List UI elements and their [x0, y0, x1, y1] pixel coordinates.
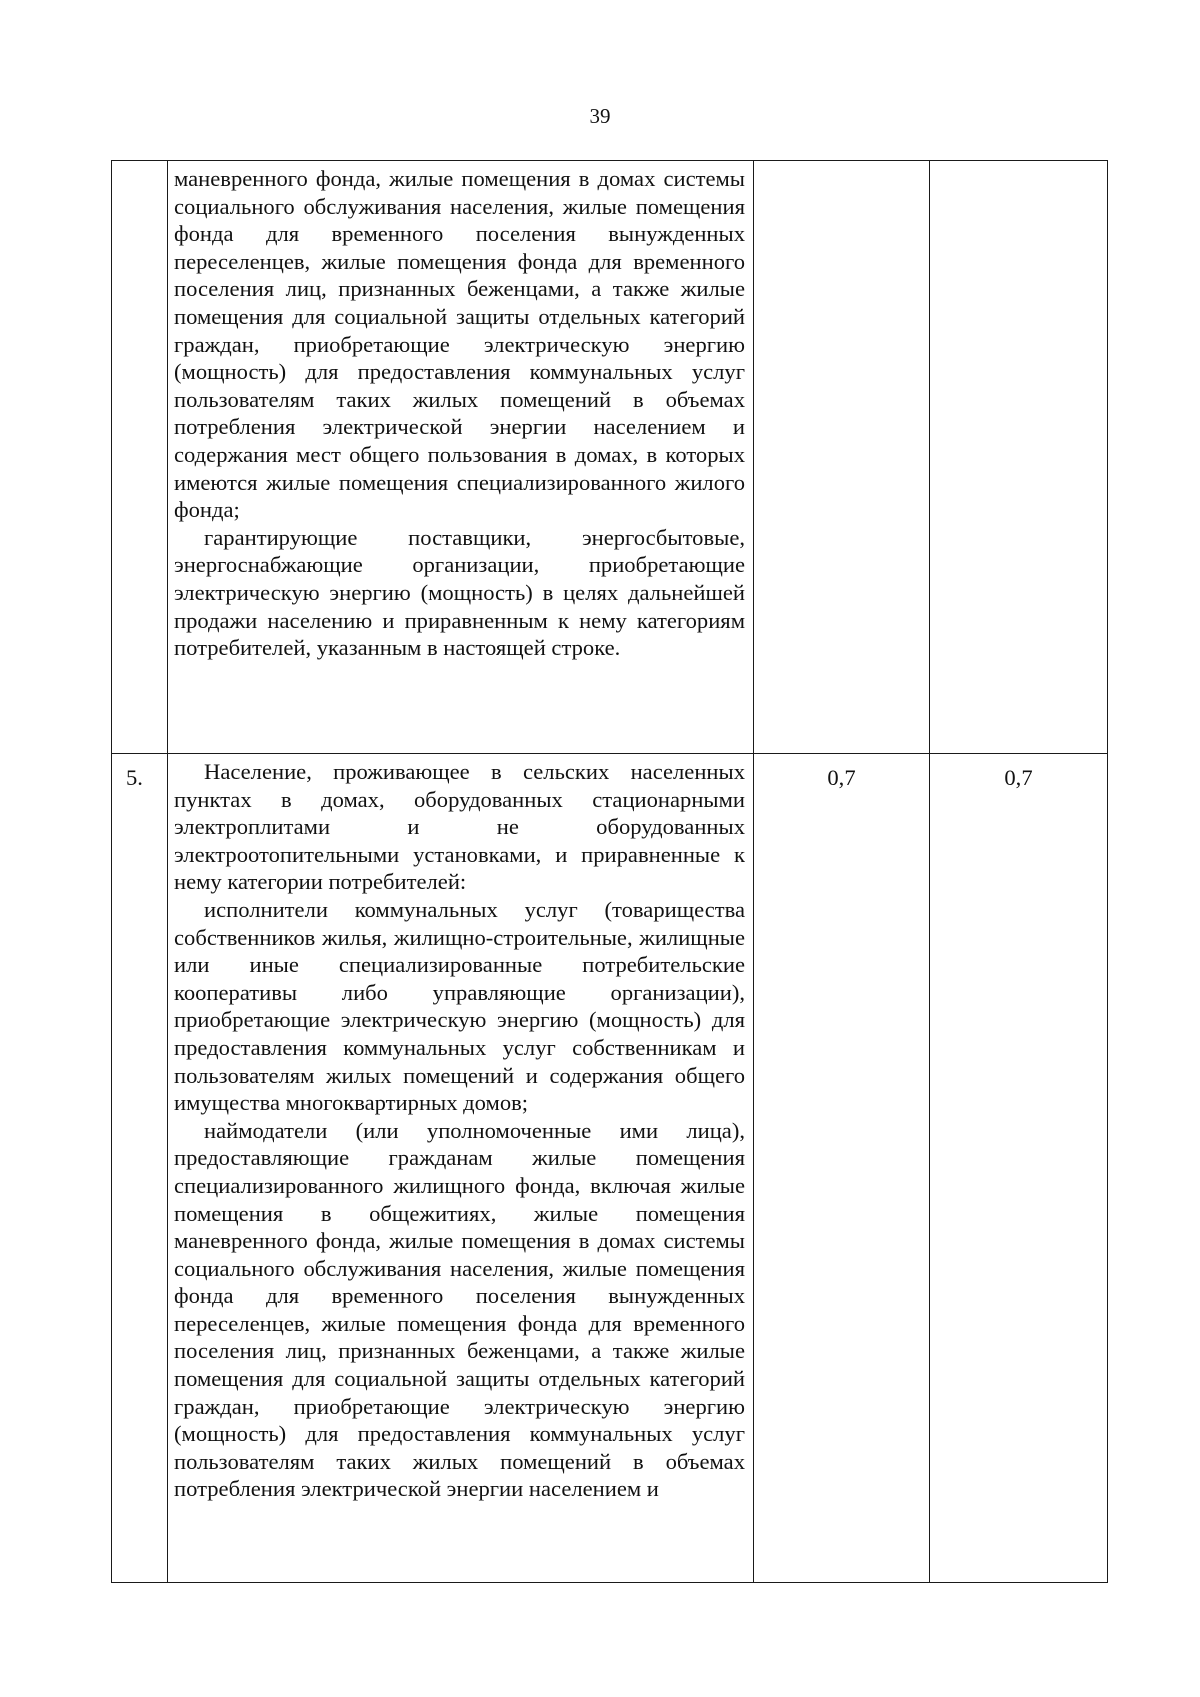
paragraph: исполнители коммунальных услуг (товарищества собственников жилья, жилищно-строительные, жилищные или иные специализированные потребительские кооперативы либо управляющие организации), приобретающие электрическую энергию (мощность) для предоставления коммунальных услуг собственникам и пользователям жилых помещений и содержания общего имущества многоквартирных домов;	[174, 896, 745, 1116]
table-row	[112, 754, 1108, 1583]
value-cell-2	[930, 161, 1108, 754]
row-number-cell: 5.	[112, 754, 168, 1583]
value-cell-1: 0,7	[754, 754, 930, 1583]
paragraph: маневренного фонда, жилые помещения в домах системы социального обслуживания населения, жилые помещения фонда для временного поселения вынужденных переселенцев, жилые помещения фонда для временного поселения лиц, признанных беженцами, а также жилые помещения для социальной защиты отдельных категорий граждан, приобретающие электрическую энергию (мощность) для предоставления коммунальных услуг пользователям таких жилых помещений в объемах потребления электрической энергии населением и содержания мест общего пользования в домах, в которых имеются жилые помещения специализированного жилого фонда;	[174, 166, 745, 523]
paragraph: наймодатели (или уполномоченные ими лица), предоставляющие гражданам жилые помещения специализированного жилищного фонда, включая жилые помещения в общежитиях, жилые помещения маневренного фонда, жилые помещения в домах системы социального обслуживания населения, жилые помещения фонда для временного поселения вынужденных переселенцев, жилые помещения фонда для временного поселения лиц, признанных беженцами, а также жилые помещения для социальной защиты отдельных категорий граждан, приобретающие электрическую энергию (мощность) для предоставления коммунальных услуг пользователям таких жилых помещений в объемах потребления электрической энергии населением и	[174, 1117, 745, 1502]
page-number: 39	[589, 104, 611, 128]
row-description-cell	[168, 754, 754, 1583]
paragraph: гарантирующие поставщики, энергосбытовые, энергоснабжающие организации, приобретающие электрическую энергию (мощность) в целях дальнейшей продажи населению и приравненным к нему категориям потребителей, указанным в настоящей строке.	[174, 524, 745, 661]
row-description-cell	[168, 161, 754, 754]
value-cell-2: 0,7	[930, 754, 1108, 1583]
tariff-table	[111, 160, 1108, 1583]
paragraph: Население, проживающее в сельских населенных пунктах в домах, оборудованных стационарными электроплитами и не оборудованных электроотопительными установками, и приравненные к нему категории потребителей:	[174, 759, 745, 895]
row-number-cell	[112, 161, 168, 754]
value-cell-1	[754, 161, 930, 754]
table-row	[112, 161, 1108, 754]
